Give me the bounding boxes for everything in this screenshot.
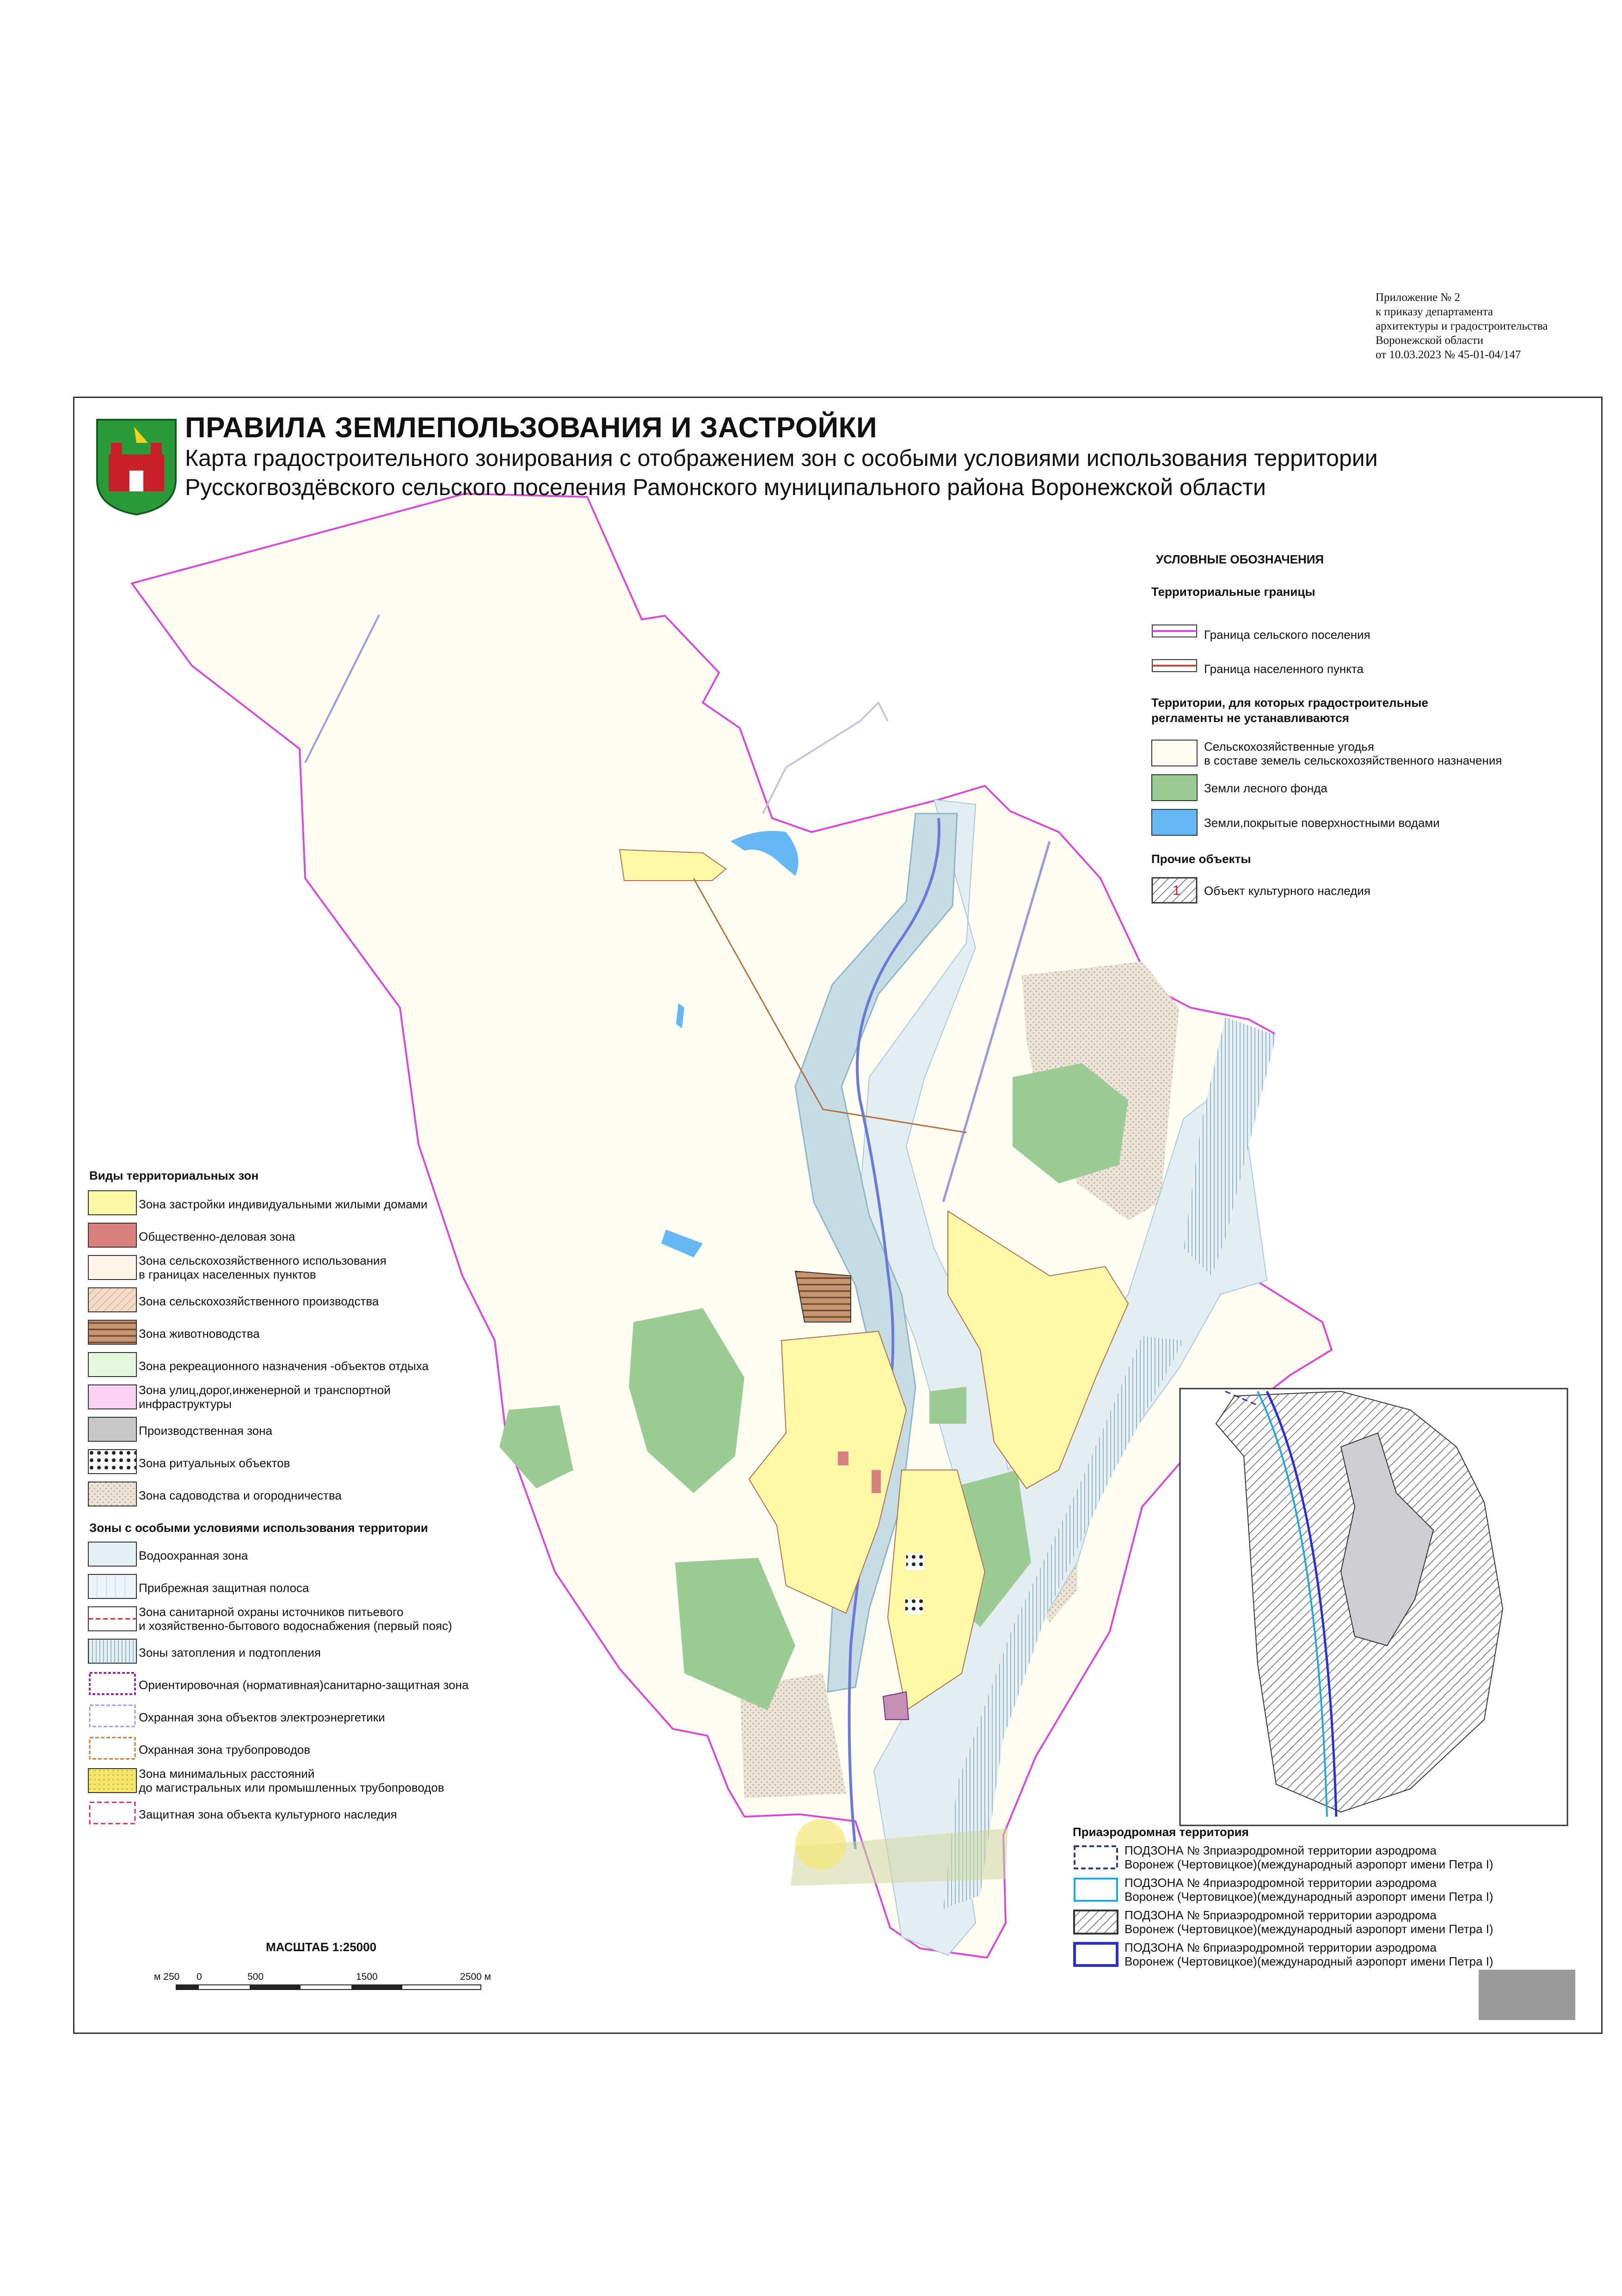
heritage-object [883,1692,909,1720]
zone-swatch [88,1449,137,1474]
legend-item-label-2: до магистральных или промышленных трубопроводов [139,1781,444,1794]
scale-tick: м 250 [154,1971,180,1982]
zone-swatch [88,1287,137,1312]
map-subtitle-2: Русскогвоздёвского сельского поселения Рамонского муниципального района Воронежской области [185,474,1266,500]
document-stamp [1479,1970,1575,2020]
zones-heading: Виды территориальных зон [89,1169,259,1182]
scale-tick: 500 [247,1971,264,1982]
zone-swatch [88,1417,137,1442]
legend-item [1204,740,1502,767]
zone-swatch [88,1190,137,1215]
boundaries-heading: Территориальные границы [1151,585,1315,599]
approval-line: архитектуры и градостроительства [1376,320,1548,332]
other-heading: Прочие объекты [1151,852,1251,866]
legend-item: Охранная зона трубопроводов [139,1743,311,1757]
special-heading: Зоны с особыми условиями использования территории [89,1521,428,1535]
business-zone [838,1451,848,1465]
village-boundary-swatch [1151,659,1198,673]
legend-item: Земли лесного фонда [1204,781,1327,795]
inset-map [1180,1389,1567,1825]
special-swatch [88,1574,137,1599]
legend-item: Охранная зона объектов электроэнергетики [139,1710,385,1724]
zone-swatch [88,1320,137,1345]
special-swatch [88,1606,137,1631]
approval-line: Воронежской области [1376,334,1484,347]
legend-item-label-2: в составе земель сельскохозяйственного назначения [1204,753,1502,767]
legend-item: Зона рекреационного назначения -объектов отдыха [139,1359,429,1373]
legend-item: Зона садоводства и огородничества [139,1488,342,1502]
airfield-swatch [1073,1941,1119,1967]
legend-item-label-2: в границах населенных пунктов [139,1267,316,1281]
legend-item-label-2: Воронеж (Чертовицкое)(международный аэропорт имени Петра I) [1124,1857,1493,1871]
approval-line: к приказу департамента [1376,306,1493,318]
legend-item-label: ПОДЗОНА № 6приаэродромной территории аэродрома [1124,1941,1437,1954]
legend-item [139,1383,391,1411]
water-swatch [1151,809,1198,836]
road [763,703,888,814]
special-swatch [88,1639,137,1664]
legend-item: Защитная зона объекта культурного наследия [139,1807,397,1821]
ritual-zone [906,1553,925,1570]
coat-of-arms-icon [92,415,180,517]
pipeline-zone [795,1819,846,1870]
no-regulation-heading-2: регламенты не устанавливаются [1151,711,1349,725]
special-swatch [88,1671,137,1696]
zone-swatch [88,1255,137,1280]
special-swatch [88,1703,137,1728]
zone-swatch [88,1352,137,1377]
airfield-swatch [1073,1877,1119,1903]
forest [929,1387,966,1424]
legend-item-label: ПОДЗОНА № 3приаэродромной территории аэродрома [1124,1843,1437,1857]
legend-item: Водоохранная зона [139,1549,248,1562]
legend-item: Зоны затопления и подтопления [139,1646,321,1659]
legend-item: Объект культурного наследия [1204,884,1370,898]
airfield-swatch [1073,1909,1119,1935]
legend-item-label-2: Воронеж (Чертовицкое)(международный аэропорт имени Петра I) [1124,1890,1493,1904]
legend-item: Зона животноводства [139,1327,260,1341]
scale-tick: 0 [197,1971,202,1982]
no-regulation-heading: Территории, для которых градостроительные [1151,696,1428,710]
business-zone [872,1470,881,1493]
legend-item: Зона застройки индивидуальными жилыми домами [139,1197,428,1211]
legend-item: Прибрежная защитная полоса [139,1581,309,1595]
legend-heading: УСЛОВНЫЕ ОБОЗНАЧЕНИЯ [1156,552,1324,566]
farmland-swatch [1151,740,1198,766]
legend-item [139,1767,444,1794]
heritage-number: 1 [1173,883,1180,898]
legend-item [1124,1843,1493,1871]
legend-item [139,1605,452,1633]
map-title: ПРАВИЛА ЗЕМЛЕПОЛЬЗОВАНИЯ И ЗАСТРОЙКИ [185,412,878,444]
special-swatch [88,1736,137,1761]
airfield-heading: Приаэродромная территория [1073,1825,1249,1839]
legend-item [1124,1876,1493,1904]
zone-swatch [88,1223,137,1248]
legend-item: Производственная зона [139,1424,272,1438]
special-swatch [88,1542,137,1567]
forest-swatch [1151,774,1198,801]
scale-bar [176,1982,485,1993]
legend-item-label: Сельскохозяйственные угодья [1204,740,1374,753]
scale-title: МАСШТАБ 1:25000 [266,1940,377,1954]
legend-item-label: Зона улиц,дорог,инженерной и транспортной [139,1383,391,1397]
legend-item: Ориентировочная (нормативная)санитарно-защитная зона [139,1678,469,1692]
legend-item-label-2: и хозяйственно-бытового водоснабжения (первый пояс) [139,1619,452,1633]
scale-tick: 2500 м [460,1971,491,1982]
legend-item-label: ПОДЗОНА № 4приаэродромной территории аэродрома [1124,1876,1437,1890]
legend-item [1124,1941,1493,1968]
legend-item: Граница сельского поселения [1204,628,1370,642]
legend-item: Общественно-деловая зона [139,1230,295,1243]
legend-item-label-2: инфраструктуры [139,1397,232,1411]
legend-item-label: ПОДЗОНА № 5приаэродромной территории аэродрома [1124,1908,1437,1922]
legend-item [1124,1908,1493,1936]
approval-line: от 10.03.2023 № 45-01-04/147 [1376,349,1521,361]
livestock-zone [795,1271,851,1322]
legend-item: Земли,покрытые поверхностными водами [1204,816,1440,830]
airfield-swatch [1073,1844,1119,1870]
scale-tick: 1500 [356,1971,378,1982]
zone-swatch [88,1482,137,1506]
legend-item-label-2: Воронеж (Чертовицкое)(международный аэропорт имени Петра I) [1124,1922,1493,1936]
legend-item: Зона ритуальных объектов [139,1456,290,1470]
special-swatch [88,1800,137,1825]
legend-item-label: Зона санитарной охраны источников питьевого [139,1605,404,1619]
special-swatch [88,1768,137,1793]
legend-item-label: Зона минимальных расстояний [139,1767,315,1781]
map-subtitle: Карта градостроительного зонирования с отображением зон с особыми условиями использования территории [185,445,1378,471]
legend-item: Зона сельскохозяйственного производства [139,1294,379,1308]
legend-item-label-2: Воронеж (Чертовицкое)(международный аэропорт имени Петра I) [1124,1954,1493,1968]
legend-item: Граница населенного пункта [1204,662,1364,676]
legend-item-label: Зона сельскохозяйственного использования [139,1254,387,1267]
zone-swatch [88,1384,137,1409]
legend-item [139,1254,387,1281]
approval-line: Приложение № 2 [1376,291,1461,304]
ritual-zone [905,1598,923,1614]
settlement-boundary-swatch [1151,624,1198,638]
